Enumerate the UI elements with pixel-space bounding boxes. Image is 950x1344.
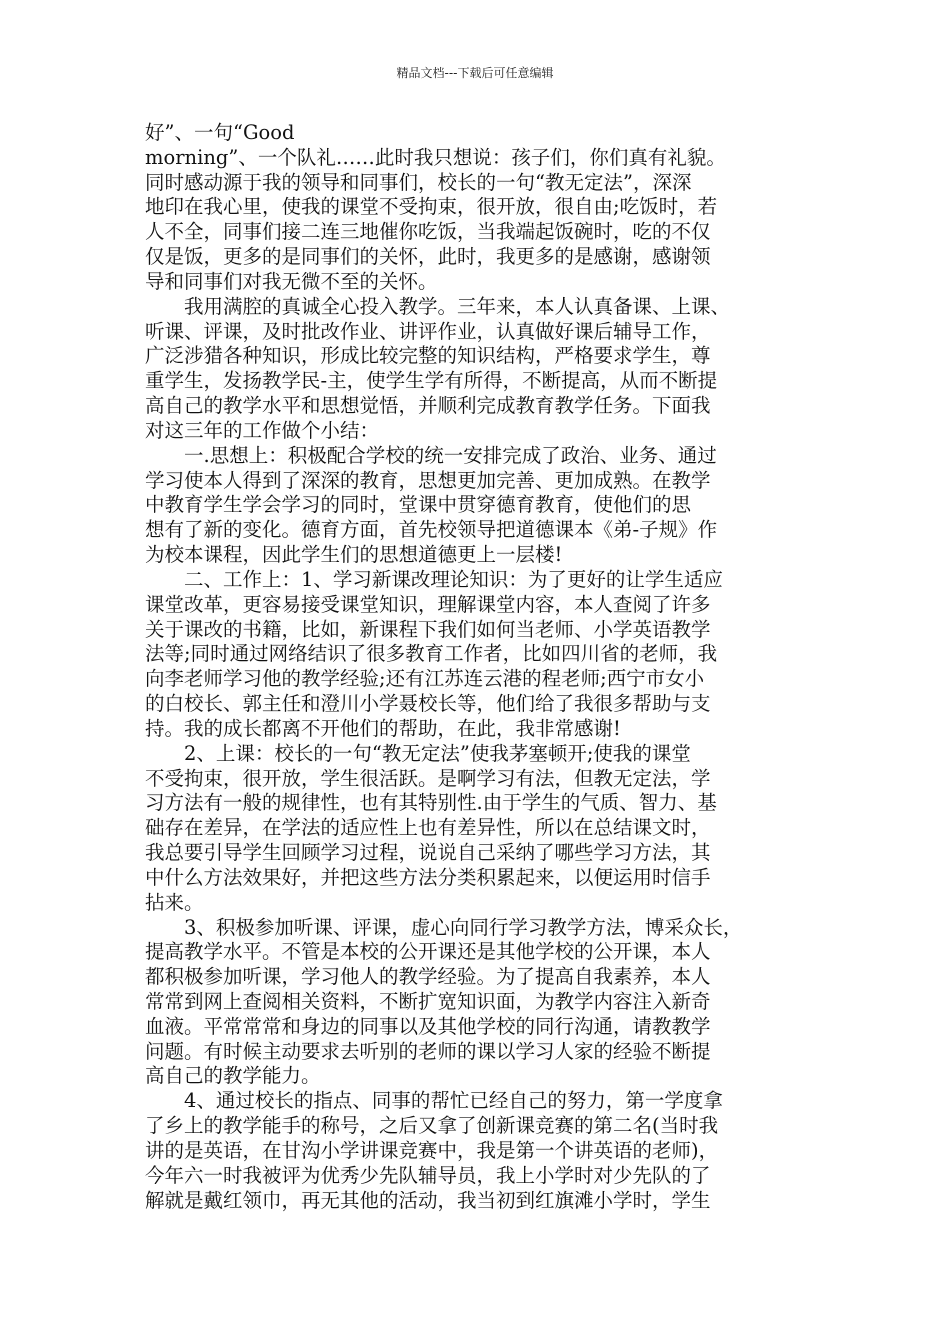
text-line: 听课、评课，及时批改作业、讲评作业，认真做好课后辅导工作，: [145, 319, 711, 343]
text-line: 地印在我心里，使我的课堂不受拘束，很开放，很自由;吃饭时，若: [145, 195, 718, 219]
text-line: 2、上课：校长的一句“教无定法”使我茅塞顿开;使我的课堂: [145, 741, 691, 765]
text-line: morning”、一个队礼……此时我只想说：孩子们，你们真有礼貌。: [145, 145, 726, 169]
text-line: 中什么方法效果好，并把这些方法分类积累起来，以便运用时信手: [145, 865, 711, 889]
text-line: 二、工作上：1、学习新课改理论知识：为了更好的让学生适应: [145, 567, 723, 591]
text-line: 导和同事们对我无微不至的关怀。: [145, 269, 438, 293]
text-line: 了乡上的教学能手的称号，之后又拿了创新课竞赛的第二名(当时我: [145, 1114, 719, 1138]
text-line: 讲的是英语，在甘沟小学讲课竞赛中，我是第一个讲英语的老师)，: [145, 1138, 719, 1162]
text-line: 习方法有一般的规律性，也有其特别性.由于学生的气质、智力、基: [145, 791, 717, 815]
text-line: 广泛涉猎各种知识，形成比较完整的知识结构，严格要求学生，尊: [145, 344, 711, 368]
text-line: 不受拘束，很开放，学生很活跃。是啊学习有法，但教无定法，学: [145, 766, 711, 790]
text-line: 同时感动源于我的领导和同事们，校长的一句“教无定法”，深深: [145, 170, 692, 194]
text-line: 向李老师学习他的教学经验;还有江苏连云港的程老师;西宁市女小: [145, 667, 705, 691]
text-line: 提高教学水平。不管是本校的公开课还是其他学校的公开课，本人: [145, 940, 711, 964]
text-line: 中教育学生学会学习的同时，堂课中贯穿德育教育，使他们的思: [145, 493, 692, 517]
text-line: 法等;同时通过网络结识了很多教育工作者，比如四川省的老师，我: [145, 642, 718, 666]
text-line: 4、通过校长的指点、同事的帮忙已经自己的努力，第一学度拿: [145, 1089, 723, 1113]
text-line: 课堂改革，更容易接受课堂知识，理解课堂内容，本人查阅了许多: [145, 592, 711, 616]
text-line: 拈来。: [145, 890, 204, 914]
text-line: 我用满腔的真诚全心投入教学。三年来，本人认真备课、上课、: [145, 294, 731, 318]
text-line: 人不全，同事们接二连三地催你吃饭，当我端起饭碗时，吃的不仅: [145, 220, 711, 244]
text-line: 都积极参加听课，学习他人的教学经验。为了提高自我素养，本人: [145, 965, 711, 989]
text-line: 3、积极参加听课、评课，虚心向同行学习教学方法，博采众长，: [145, 915, 743, 939]
text-line: 我总要引导学生回顾学习过程，说说自己采纳了哪些学习方法，其: [145, 841, 711, 865]
text-line: 想有了新的变化。德育方面，首先校领导把道德课本《弟-子规》作: [145, 518, 718, 542]
text-line: 础存在差异，在学法的适应性上也有差异性，所以在总结课文时，: [145, 816, 711, 840]
text-line: 高自己的教学水平和思想觉悟，并顺利完成教育教学任务。下面我: [145, 394, 711, 418]
text-line: 一.思想上：积极配合学校的统一安排完成了政治、业务、通过: [145, 443, 717, 467]
page-header: 精品文档---下载后可任意编辑: [396, 66, 554, 80]
text-line: 学习使本人得到了深深的教育，思想更加完善、更加成熟。在教学: [145, 468, 711, 492]
text-line: 的白校长、郭主任和澄川小学聂校长等，他们给了我很多帮助与支: [145, 692, 711, 716]
text-line: 高自己的教学能力。: [145, 1064, 321, 1088]
text-line: 好”、一句“Good: [145, 121, 295, 144]
text-line: 问题。有时候主动要求去听别的老师的课以学习人家的经验不断提: [145, 1039, 711, 1063]
text-line: 今年六一时我被评为优秀少先队辅导员，我上小学时对少先队的了: [145, 1163, 711, 1187]
text-line: 为校本课程，因此学生们的思想道德更上一层楼!: [145, 543, 563, 567]
text-line: 仅是饭，更多的是同事们的关怀，此时，我更多的是感谢，感谢领: [145, 245, 711, 269]
text-line: 对这三年的工作做个小结：: [145, 418, 380, 442]
text-line: 血液。平常常常和身边的同事以及其他学校的同行沟通，请教教学: [145, 1014, 711, 1038]
text-line: 关于课改的书籍，比如，新课程下我们如何当老师、小学英语教学: [145, 617, 711, 641]
document-body: [145, 121, 807, 1213]
text-line: 解就是戴红领巾，再无其他的活动，我当初到红旗滩小学时，学生: [145, 1188, 711, 1212]
text-line: 持。我的成长都离不开他们的帮助，在此，我非常感谢!: [145, 716, 621, 740]
text-line: 重学生，发扬教学民-主，使学生学有所得，不断提高，从而不断提: [145, 369, 718, 393]
text-line: 常常到网上查阅相关资料，不断扩宽知识面，为教学内容注入新奇: [145, 989, 711, 1013]
